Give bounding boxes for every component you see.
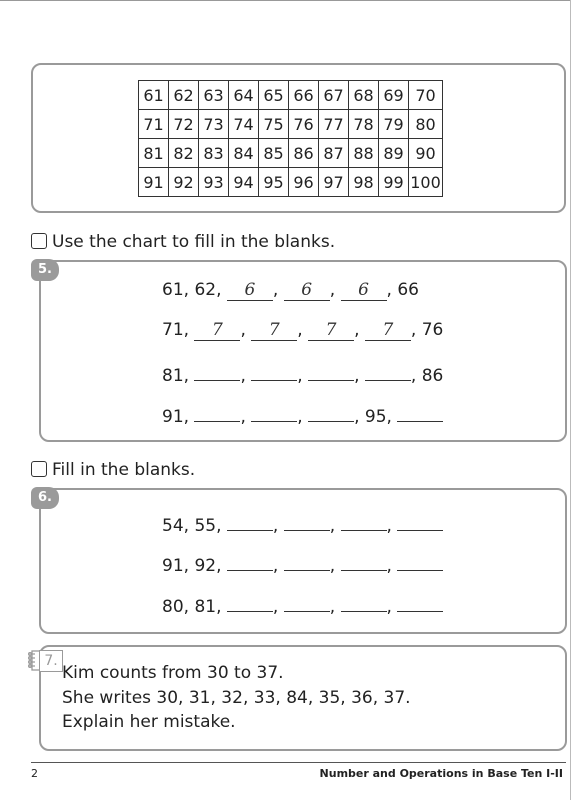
answer-blank[interactable]: [397, 550, 443, 571]
answer-blank[interactable]: 7: [308, 320, 354, 341]
chart-row: [139, 110, 443, 139]
comma: ,: [329, 516, 341, 536]
chart-row: [139, 81, 443, 110]
chart-cell: 90: [409, 139, 443, 168]
answer-blank[interactable]: [251, 401, 297, 422]
comma: ,: [297, 320, 309, 340]
answer-blank[interactable]: [397, 510, 443, 531]
problem-7-line: Kim counts from 30 to 37.: [62, 663, 284, 683]
sequence-line: [162, 360, 443, 386]
sequence-line: [162, 320, 443, 341]
answer-blank[interactable]: [194, 360, 240, 381]
chart-cell: 75: [259, 110, 289, 139]
comma: ,: [272, 280, 284, 300]
answer-blank[interactable]: [397, 401, 443, 422]
sequence-suffix: , 95,: [354, 407, 398, 427]
sequence-prefix: 81,: [162, 366, 195, 386]
footer-title: Number and Operations in Base Ten I-II: [319, 767, 563, 780]
answer-blank[interactable]: [308, 360, 354, 381]
chart-cell: 83: [199, 139, 229, 168]
chart-cell: 89: [379, 139, 409, 168]
chart-cell: 96: [289, 168, 319, 197]
chart-cell: 66: [289, 81, 319, 110]
answer-blank[interactable]: [284, 591, 330, 612]
chart-cell: 62: [169, 81, 199, 110]
chart-cell: 88: [349, 139, 379, 168]
chart-cell: 98: [349, 168, 379, 197]
chart-cell: 79: [379, 110, 409, 139]
comma: ,: [329, 280, 341, 300]
comma: ,: [386, 597, 398, 617]
chart-cell: 73: [199, 110, 229, 139]
sheet-edge: [0, 0, 571, 1]
answer-blank[interactable]: [341, 510, 387, 531]
answer-blank[interactable]: [341, 591, 387, 612]
comma: ,: [329, 556, 341, 576]
checkbox-icon[interactable]: [31, 461, 47, 477]
instruction-chart: [31, 232, 335, 252]
chart-cell: 76: [289, 110, 319, 139]
chart-cell: 64: [229, 81, 259, 110]
chart-cell: 65: [259, 81, 289, 110]
chart-cell: 82: [169, 139, 199, 168]
answer-blank[interactable]: 6: [227, 280, 273, 301]
problem-7-line: She writes 30, 31, 32, 33, 84, 35, 36, 37.: [62, 688, 411, 708]
page-number: 2: [31, 767, 38, 780]
answer-blank[interactable]: 7: [251, 320, 297, 341]
chart-cell: 92: [169, 168, 199, 197]
hundreds-chart: [138, 80, 443, 197]
chart-cell: 77: [319, 110, 349, 139]
sequence-prefix: 61, 62,: [162, 280, 227, 300]
problem-number-badge: 7.: [39, 650, 63, 672]
answer-blank[interactable]: [227, 510, 273, 531]
comma: ,: [354, 366, 365, 386]
chart-cell: 84: [229, 139, 259, 168]
comma: ,: [272, 597, 284, 617]
problem-number-badge: 5.: [31, 259, 59, 281]
chart-cell: 100: [409, 168, 443, 197]
sequence-suffix: , 76: [410, 320, 444, 340]
sequence-prefix: 54, 55,: [162, 516, 227, 536]
comma: ,: [329, 597, 341, 617]
chart-cell: 87: [319, 139, 349, 168]
sequence-suffix: , 66: [386, 280, 419, 300]
chart-cell: 95: [259, 168, 289, 197]
sequence-line: [162, 591, 443, 617]
problem-7-line: Explain her mistake.: [62, 712, 236, 732]
chart-cell: 86: [289, 139, 319, 168]
comma: ,: [386, 556, 398, 576]
comma: ,: [240, 320, 252, 340]
answer-blank[interactable]: [308, 401, 354, 422]
chart-cell: 99: [379, 168, 409, 197]
chart-cell: 72: [169, 110, 199, 139]
chart-cell: 68: [349, 81, 379, 110]
chart-cell: 81: [139, 139, 169, 168]
comma: ,: [272, 556, 284, 576]
chart-row: [139, 168, 443, 197]
sequence-prefix: 71,: [162, 320, 195, 340]
answer-blank[interactable]: [194, 401, 240, 422]
instruction-text: Fill in the blanks.: [52, 460, 196, 480]
chart-cell: 80: [409, 110, 443, 139]
chart-row: [139, 139, 443, 168]
comma: ,: [386, 516, 398, 536]
chart-cell: 74: [229, 110, 259, 139]
answer-blank[interactable]: [365, 360, 411, 381]
chart-cell: 78: [349, 110, 379, 139]
chart-cell: 70: [409, 81, 443, 110]
chart-cell: 67: [319, 81, 349, 110]
answer-blank[interactable]: 7: [194, 320, 240, 341]
answer-blank[interactable]: [397, 591, 443, 612]
answer-blank[interactable]: 7: [365, 320, 411, 341]
answer-blank[interactable]: 6: [284, 280, 330, 301]
chart-cell: 71: [139, 110, 169, 139]
checkbox-icon[interactable]: [31, 233, 47, 249]
chart-cell: 91: [139, 168, 169, 197]
sequence-line: [162, 280, 419, 301]
answer-blank[interactable]: [251, 360, 297, 381]
sequence-prefix: 91,: [162, 407, 195, 427]
instruction-fill: [31, 460, 195, 480]
comma: ,: [272, 516, 284, 536]
comma: ,: [240, 366, 252, 386]
answer-blank[interactable]: [284, 510, 330, 531]
answer-blank[interactable]: [227, 591, 273, 612]
footer-rule: [31, 762, 566, 763]
chart-cell: 63: [199, 81, 229, 110]
sequence-suffix: , 86: [410, 366, 444, 386]
sequence-prefix: 80, 81,: [162, 597, 227, 617]
comma: ,: [240, 407, 252, 427]
comma: ,: [354, 320, 365, 340]
sequence-line: [162, 550, 443, 576]
chart-cell: 85: [259, 139, 289, 168]
chart-cell: 93: [199, 168, 229, 197]
instruction-text: Use the chart to fill in the blanks.: [52, 232, 336, 252]
answer-blank[interactable]: 6: [341, 280, 387, 301]
chart-cell: 61: [139, 81, 169, 110]
comma: ,: [297, 366, 309, 386]
chart-cell: 94: [229, 168, 259, 197]
problem-number-badge: 6.: [31, 487, 59, 509]
sequence-line: [162, 510, 443, 536]
answer-blank[interactable]: [284, 550, 330, 571]
chart-cell: 97: [319, 168, 349, 197]
sequence-line: [162, 401, 443, 427]
answer-blank[interactable]: [341, 550, 387, 571]
answer-blank[interactable]: [227, 550, 273, 571]
chart-cell: 69: [379, 81, 409, 110]
sequence-prefix: 91, 92,: [162, 556, 227, 576]
comma: ,: [297, 407, 309, 427]
